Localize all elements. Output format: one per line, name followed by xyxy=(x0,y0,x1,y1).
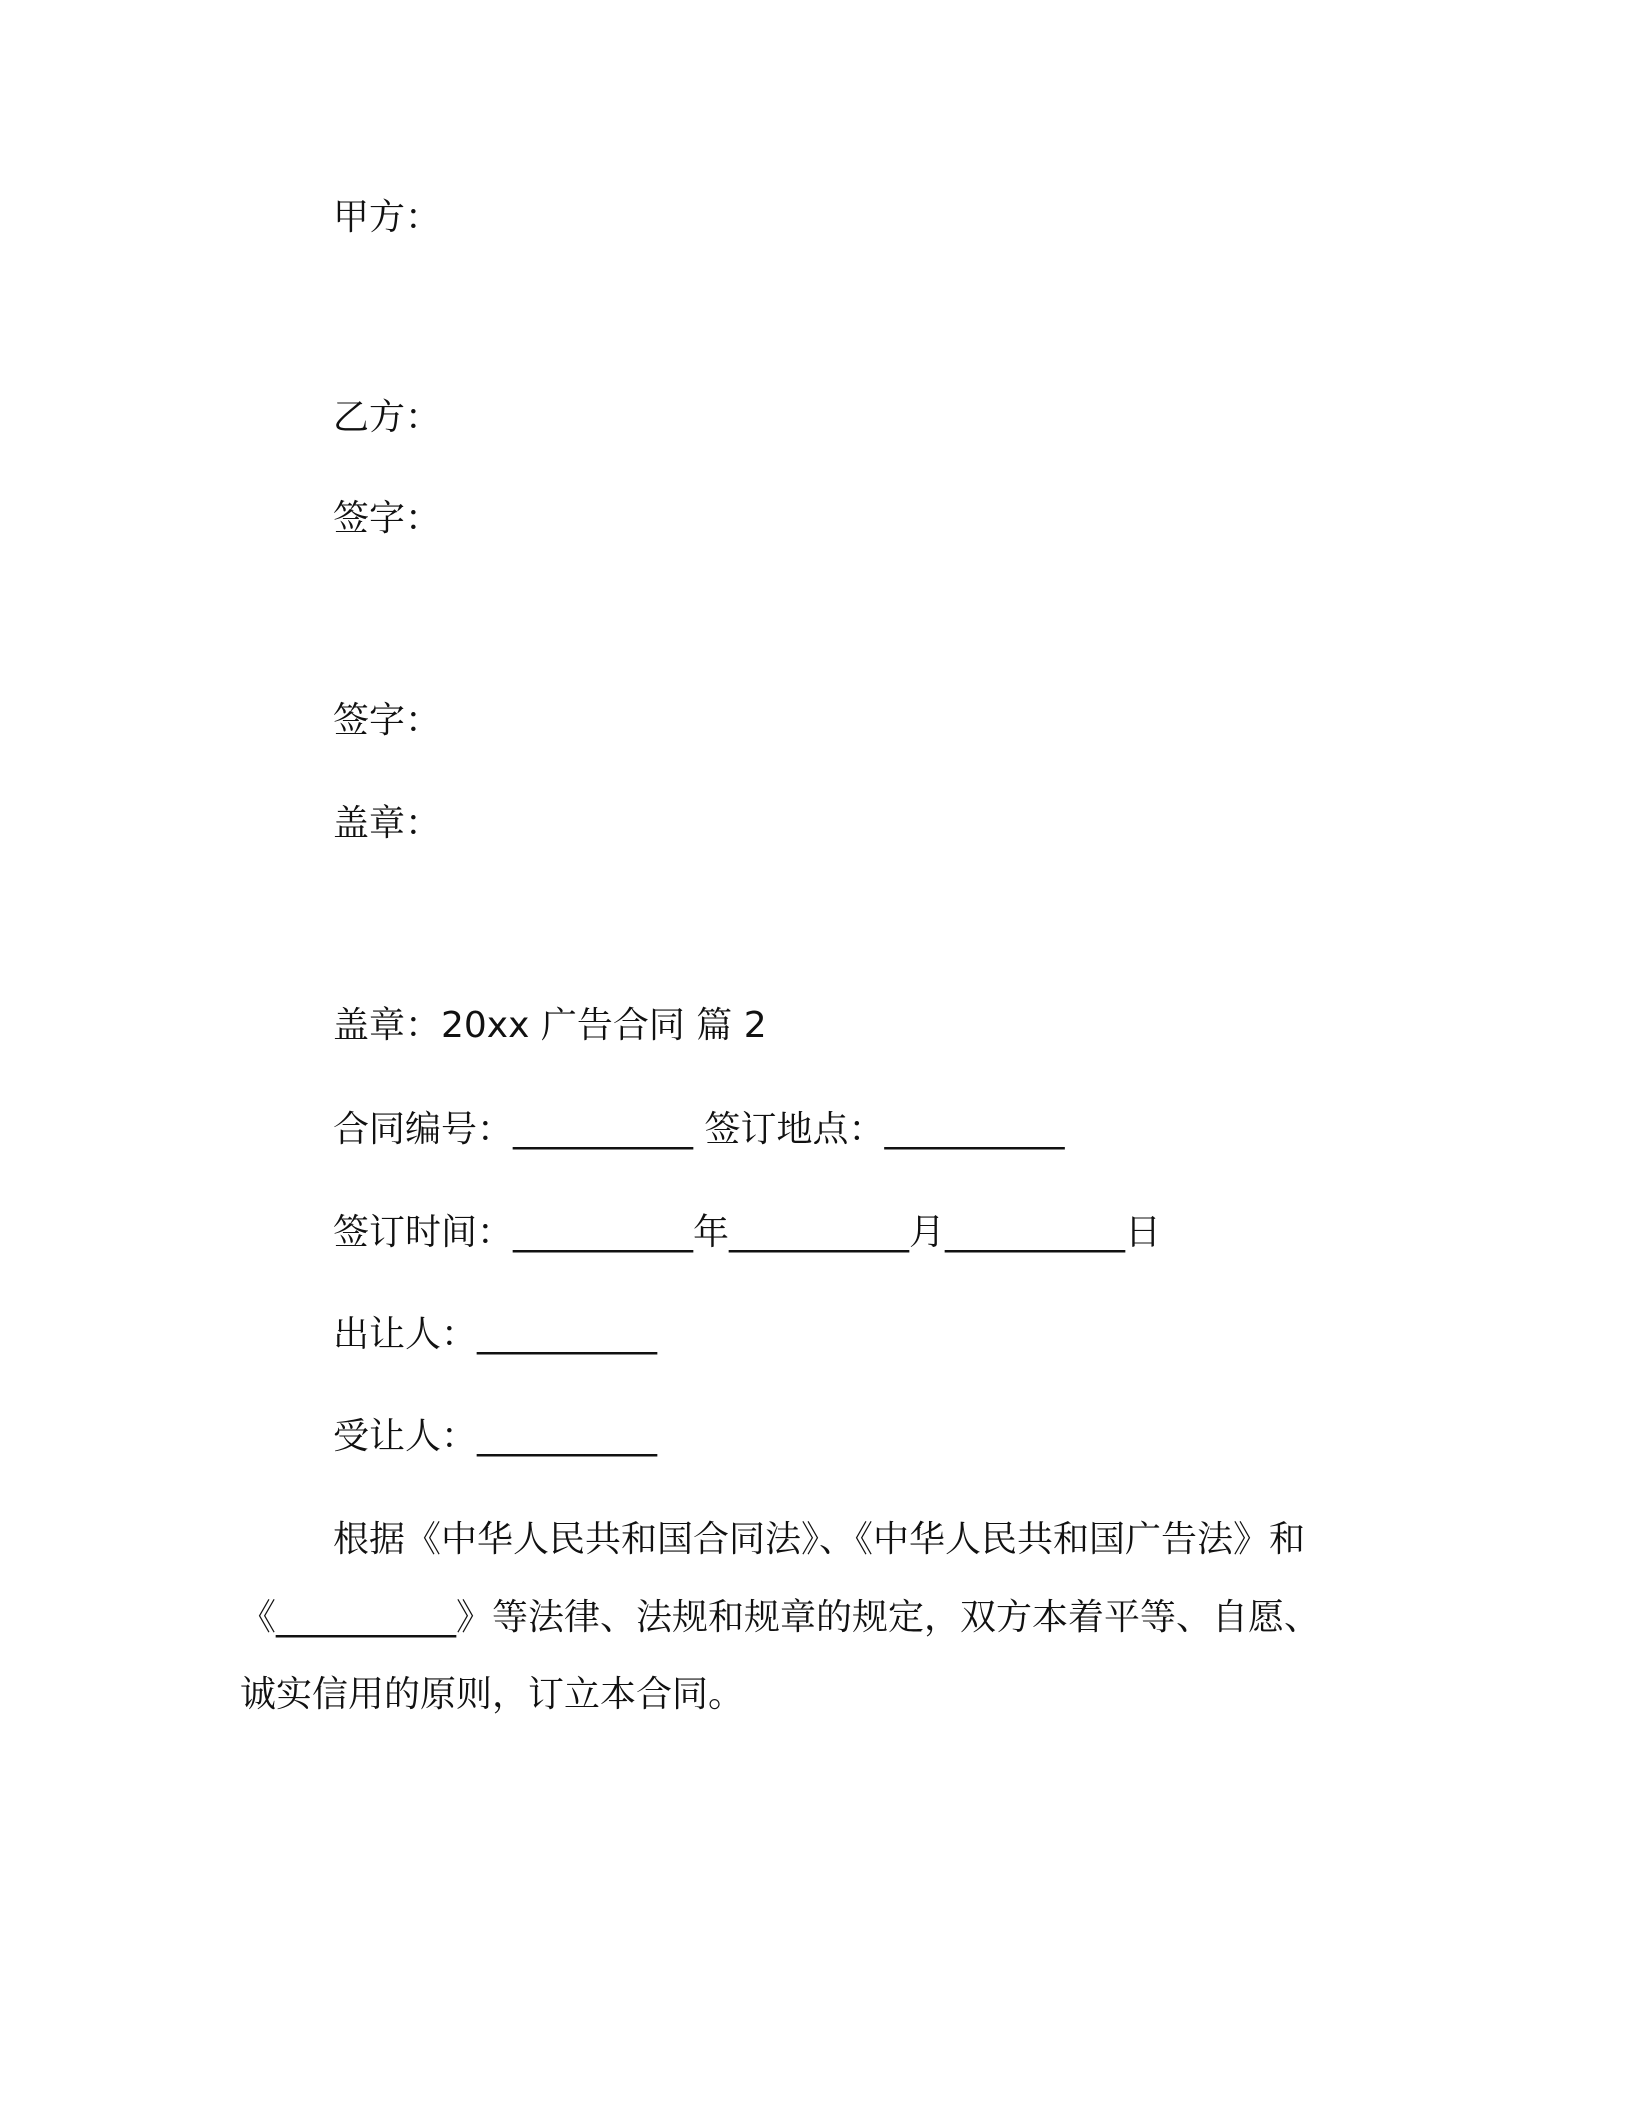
party-a-label: 甲方： xyxy=(333,197,442,238)
transferee-field: 受让人：__________ xyxy=(333,1416,658,1457)
legal-basis-paragraph-line-3: 诚实信用的原则，订立本合同。 xyxy=(240,1674,745,1715)
contract-number-and-place: 合同编号：__________ 签订地点：__________ xyxy=(333,1109,1065,1150)
party-b-label: 乙方： xyxy=(333,397,442,438)
signature-label-1: 签字： xyxy=(333,498,442,539)
seal-label-1: 盖章： xyxy=(333,803,442,844)
seal-label-2-with-section-title: 盖章：20xx 广告合同 篇 2 xyxy=(333,1005,767,1046)
transferor-field: 出让人：__________ xyxy=(333,1314,658,1355)
signing-date: 签订时间：__________年__________月__________日 xyxy=(333,1212,1162,1253)
legal-basis-paragraph-line-2: 《__________》等法律、法规和规章的规定，双方本着平等、自愿、 xyxy=(240,1597,1321,1638)
legal-basis-paragraph-line-1: 根据《中华人民共和国合同法》、《中华人民共和国广告法》和 xyxy=(333,1519,1306,1560)
signature-label-2: 签字： xyxy=(333,700,442,741)
